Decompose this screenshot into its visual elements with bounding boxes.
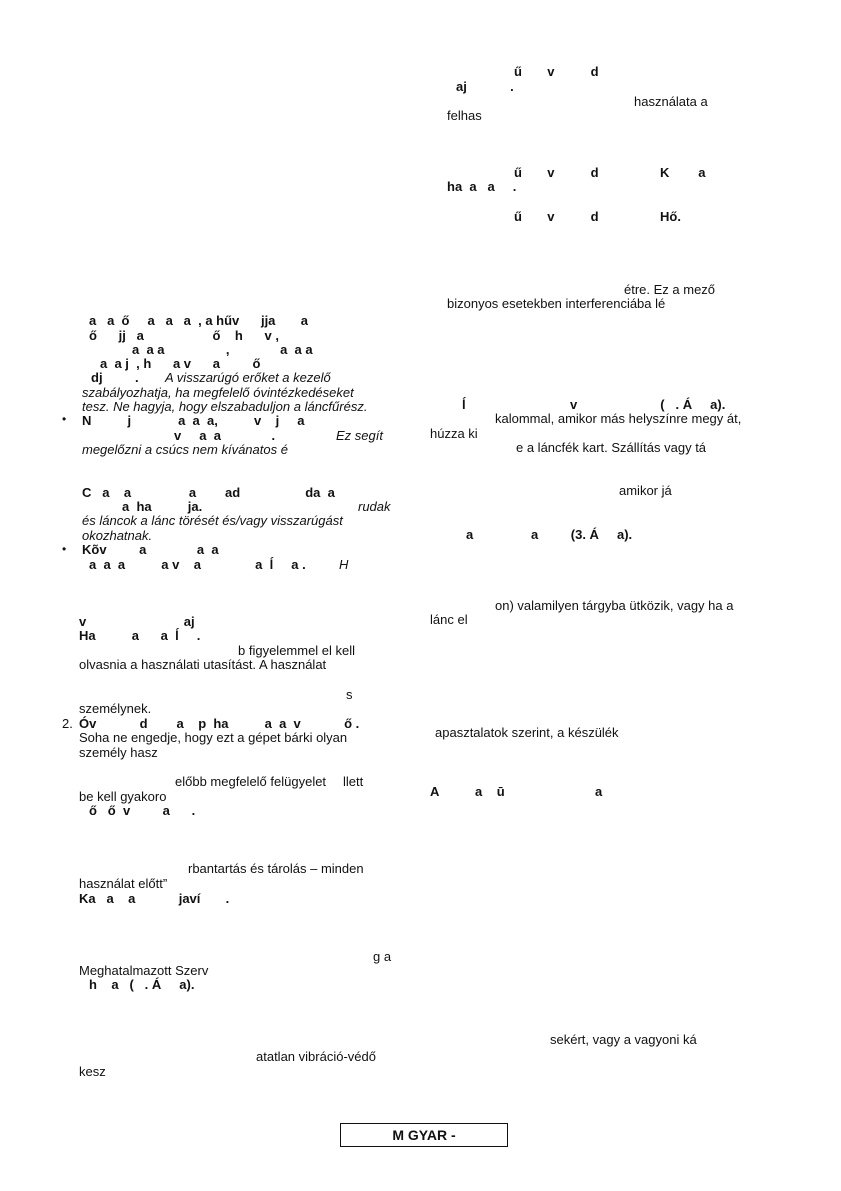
text-line: aj . bbox=[456, 79, 514, 94]
text-line: sekért, vagy a vagyoni ká bbox=[550, 1032, 697, 1047]
text-line: használat előtt” bbox=[79, 876, 168, 891]
text-line: lánc el bbox=[430, 612, 468, 627]
text-line: kesz bbox=[79, 1064, 106, 1079]
text-line: atatlan vibráció-védő bbox=[256, 1049, 376, 1064]
text-line: v a a . bbox=[174, 428, 276, 443]
text-line: g a bbox=[373, 949, 392, 964]
text-line: Kõv a a a bbox=[82, 542, 219, 557]
text-line: a a a , a a a bbox=[132, 342, 313, 357]
text-line: okozhatnak. bbox=[82, 528, 153, 543]
text-line: ű v d bbox=[514, 64, 599, 79]
text-line: v ( . Á a). bbox=[570, 397, 726, 412]
text-line: ő ő v a . bbox=[89, 803, 196, 818]
list-number: 2. bbox=[62, 716, 73, 731]
text-line: ű v d bbox=[514, 209, 599, 224]
text-line: Meghatalmazott Szerv bbox=[79, 963, 209, 978]
text-line: N j a a a, v j a bbox=[82, 413, 305, 428]
text-line: étre. Ez a mező bbox=[624, 282, 716, 297]
text-line: llett bbox=[343, 774, 364, 789]
text-line: h a ( . Á a). bbox=[89, 977, 195, 992]
text-line: a a ő a a a , a hűv jja a bbox=[89, 313, 308, 328]
text-line: dj . bbox=[91, 370, 139, 385]
text-line: apasztalatok szerint, a készülék bbox=[435, 725, 619, 740]
text-line: a a a a v a a ĺ a . bbox=[89, 557, 306, 572]
text-line: s bbox=[346, 687, 353, 702]
text-line: Hő. bbox=[660, 209, 681, 224]
text-line: húzza ki bbox=[430, 426, 478, 441]
text-line: A a ū a bbox=[430, 784, 603, 799]
text-line: Óv d a p ha a a v ő . bbox=[79, 716, 360, 731]
text-line: v aj bbox=[79, 614, 195, 629]
text-line: be kell gyakoro bbox=[79, 789, 167, 804]
text-line: személynek. bbox=[79, 701, 152, 716]
text-line: e a láncfék kart. Szállítás vagy tá bbox=[516, 440, 707, 455]
text-line: használata a bbox=[634, 94, 708, 109]
text-line: a a j , h a v a ő bbox=[100, 356, 261, 371]
text-line: Ha a a ĺ . bbox=[79, 628, 201, 643]
text-line: megelőzni a csúcs nem kívánatos é bbox=[82, 442, 288, 457]
text-line: a ha ja. bbox=[122, 499, 203, 514]
text-line: Ka a a javí . bbox=[79, 891, 230, 906]
text-line: b figyelemmel el kell bbox=[238, 643, 356, 658]
text-line: C a a a ad da a bbox=[82, 485, 335, 500]
text-line: kalommal, amikor más helyszínre megy át, bbox=[495, 411, 742, 426]
text-line: H bbox=[339, 557, 349, 572]
text-line: felhas bbox=[447, 108, 482, 123]
text-line: on) valamilyen tárgyba ütközik, vagy ha a bbox=[495, 598, 734, 613]
text-line: bizonyos esetekben interferenciába lé bbox=[447, 296, 666, 311]
text-line: ĺ bbox=[462, 397, 466, 412]
text-line: olvasnia a használati utasítást. A használat bbox=[79, 657, 327, 672]
text-line: ha a a . bbox=[447, 179, 517, 194]
text-line: szabályozhatja, ha megfelelő óvintézkedéseket bbox=[82, 385, 354, 400]
page-footer-language-label: M GYAR - bbox=[340, 1123, 508, 1147]
text-line: és láncok a lánc törését és/vagy visszarúgást bbox=[82, 513, 343, 528]
text-line: előbb megfelelő felügyelet bbox=[175, 774, 327, 789]
text-line: K a bbox=[660, 165, 706, 180]
text-line: ő jj a ő h v , bbox=[89, 328, 279, 343]
text-line: Soha ne engedje, hogy ezt a gépet bárki olyan bbox=[79, 730, 348, 745]
text-line: személy hasz bbox=[79, 745, 158, 760]
bullet-icon: • bbox=[62, 412, 67, 426]
text-line: A visszarúgó erőket a kezelő bbox=[165, 370, 331, 385]
text-line: rbantartás és tárolás – minden bbox=[188, 861, 364, 876]
text-line: Ez segít bbox=[336, 428, 383, 443]
text-line: ű v d bbox=[514, 165, 599, 180]
text-line: a a (3. Á a). bbox=[466, 527, 633, 542]
text-line: amikor já bbox=[619, 483, 672, 498]
bullet-icon: • bbox=[62, 542, 67, 556]
text-line: rudak bbox=[358, 499, 391, 514]
text-line: tesz. Ne hagyja, hogy elszabaduljon a láncfűrész. bbox=[82, 399, 368, 414]
